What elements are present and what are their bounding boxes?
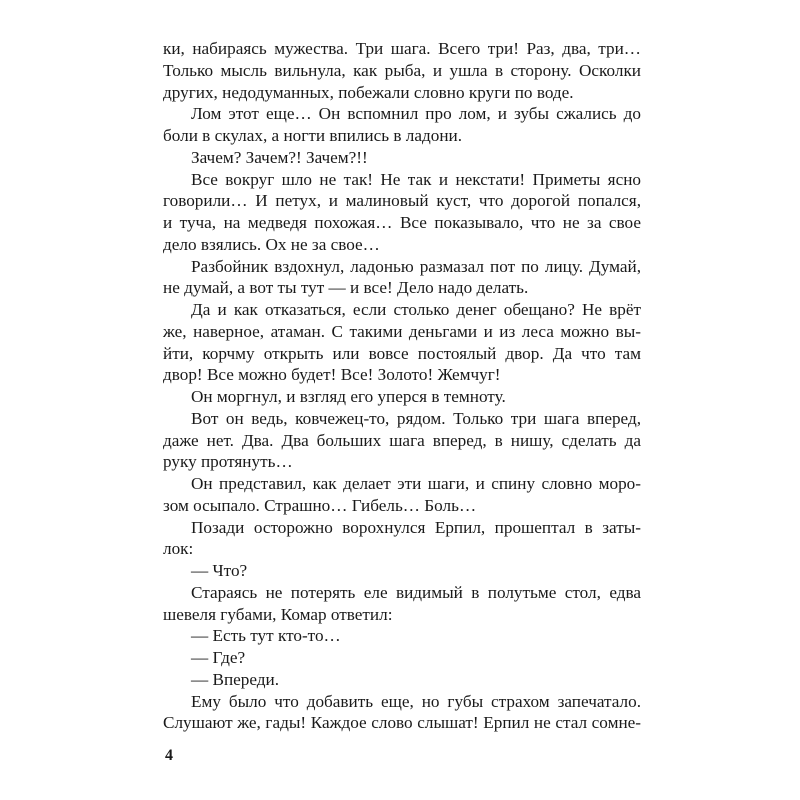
text-line: Лом этот еще… Он вспомнил про лом, и зубы сжались до (191, 104, 641, 124)
text-line: Позади осторожно ворохнулся Ерпил, прошептал в заты- (191, 517, 641, 537)
text-line: зом осыпало. Страшно… Гибель… Боль… (163, 495, 477, 515)
text-line: других, недодуманных, побежали словно круги по воде. (163, 82, 574, 102)
text-line: Он представил, как делает эти шаги, и спину словно моро- (191, 474, 641, 493)
text-line: Слушают же, гады! Каждое слово слышат! Ерпил не стал сомне- (163, 713, 641, 733)
text-line: и туча, на медведя похожая… Все показывало, что не за свое (163, 213, 641, 232)
text-line: дело взялись. Ох не за свое… (163, 234, 380, 254)
text-line: Зачем? Зачем?! Зачем?!! (191, 147, 368, 167)
text-line: же, наверное, атаман. С такими деньгами и из леса можно вы- (163, 321, 641, 341)
text-line: Вот он ведь, ковчежец-то, рядом. Только три шага вперед, (191, 408, 641, 428)
text-line: Только мысль вильнула, как рыба, и ушла в сторону. Осколки (163, 60, 641, 80)
text-line: Да и как отказаться, если столько денег обещано? Не врёт (191, 300, 641, 319)
text-line: — Есть тут кто-то… (191, 626, 341, 646)
text-line: — Впереди. (191, 669, 280, 689)
page-number: 4 (165, 747, 173, 764)
text-line: Ему было что добавить еще, но губы страхом запечатало. (191, 691, 641, 711)
text-line: шевеля губами, Комар ответил: (163, 604, 393, 624)
text-line: йти, корчму открыть или вовсе постоялый двор. Да что там (163, 343, 641, 363)
text-line: Стараясь не потерять еле видимый в полутьме стол, едва (191, 582, 641, 602)
text-line: лок: (163, 539, 194, 559)
text-line: руку протянуть… (163, 452, 293, 472)
text-line: боли в скулах, а ногти впились в ладони. (163, 126, 463, 145)
text-line: Все вокруг шло не так! Не так и некстати! Приметы ясно (191, 169, 641, 189)
text-line: не думай, а вот ты тут — и все! Дело надо делать. (163, 278, 529, 298)
body-text (163, 38, 641, 734)
text-line: — Где? (191, 648, 246, 667)
text-line: Он моргнул, и взгляд его уперся в темноту. (191, 387, 506, 406)
text-line: ки, набираясь мужества. Три шага. Всего три! Раз, два, три… (163, 39, 641, 58)
text-line: двор! Все можно будет! Все! Золото! Жемчуг! (163, 365, 501, 385)
text-line: — Что? (191, 561, 248, 580)
text-line: даже нет. Два. Два больших шага вперед, в нишу, сделать да (163, 430, 641, 450)
text-line: говорили… И петух, и малиновый куст, что дорогой попался, (163, 191, 641, 211)
text-line: Разбойник вздохнул, ладонью размазал пот по лицу. Думай, (191, 256, 641, 276)
